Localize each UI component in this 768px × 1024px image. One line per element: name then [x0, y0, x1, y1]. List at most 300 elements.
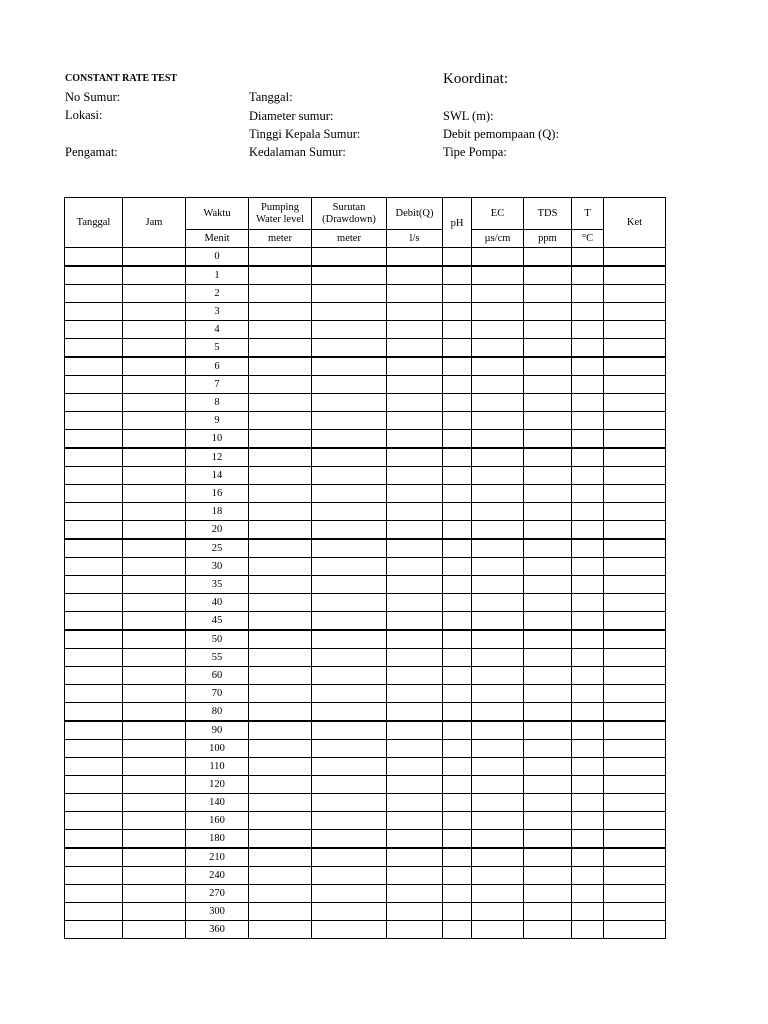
entry-cell[interactable]	[249, 376, 312, 394]
entry-cell[interactable]	[249, 794, 312, 812]
entry-cell[interactable]	[604, 376, 666, 394]
entry-cell[interactable]	[249, 776, 312, 794]
entry-cell[interactable]	[572, 266, 604, 285]
entry-cell[interactable]	[472, 885, 524, 903]
entry-cell[interactable]	[65, 612, 123, 631]
entry-cell[interactable]	[387, 285, 443, 303]
entry-cell[interactable]	[443, 448, 472, 467]
entry-cell[interactable]	[249, 921, 312, 939]
entry-cell[interactable]	[65, 885, 123, 903]
entry-cell[interactable]	[604, 394, 666, 412]
entry-cell[interactable]	[387, 740, 443, 758]
entry-cell[interactable]	[65, 539, 123, 558]
entry-cell[interactable]	[65, 430, 123, 449]
entry-cell[interactable]	[524, 885, 572, 903]
entry-cell[interactable]	[123, 467, 186, 485]
entry-cell[interactable]	[312, 467, 387, 485]
entry-cell[interactable]	[249, 448, 312, 467]
entry-cell[interactable]	[443, 667, 472, 685]
entry-cell[interactable]	[65, 721, 123, 740]
entry-cell[interactable]	[604, 485, 666, 503]
entry-cell[interactable]	[472, 903, 524, 921]
entry-cell[interactable]	[604, 357, 666, 376]
entry-cell[interactable]	[443, 521, 472, 540]
entry-cell[interactable]	[524, 357, 572, 376]
entry-cell[interactable]	[472, 703, 524, 722]
entry-cell[interactable]	[443, 685, 472, 703]
entry-cell[interactable]	[249, 412, 312, 430]
entry-cell[interactable]	[524, 830, 572, 849]
entry-cell[interactable]	[443, 830, 472, 849]
entry-cell[interactable]	[572, 430, 604, 449]
entry-cell[interactable]	[604, 630, 666, 649]
entry-cell[interactable]	[572, 848, 604, 867]
entry-cell[interactable]	[123, 376, 186, 394]
entry-cell[interactable]	[572, 776, 604, 794]
entry-cell[interactable]	[472, 412, 524, 430]
entry-cell[interactable]	[312, 812, 387, 830]
entry-cell[interactable]	[312, 576, 387, 594]
entry-cell[interactable]	[604, 667, 666, 685]
entry-cell[interactable]	[123, 485, 186, 503]
entry-cell[interactable]	[472, 521, 524, 540]
entry-cell[interactable]	[443, 758, 472, 776]
entry-cell[interactable]	[572, 485, 604, 503]
entry-cell[interactable]	[572, 921, 604, 939]
entry-cell[interactable]	[524, 721, 572, 740]
entry-cell[interactable]	[472, 758, 524, 776]
entry-cell[interactable]	[65, 903, 123, 921]
entry-cell[interactable]	[65, 467, 123, 485]
entry-cell[interactable]	[65, 376, 123, 394]
entry-cell[interactable]	[604, 794, 666, 812]
entry-cell[interactable]	[443, 394, 472, 412]
entry-cell[interactable]	[65, 830, 123, 849]
entry-cell[interactable]	[572, 339, 604, 358]
entry-cell[interactable]	[387, 885, 443, 903]
entry-cell[interactable]	[65, 394, 123, 412]
entry-cell[interactable]	[65, 412, 123, 430]
entry-cell[interactable]	[443, 357, 472, 376]
entry-cell[interactable]	[249, 740, 312, 758]
entry-cell[interactable]	[524, 539, 572, 558]
entry-cell[interactable]	[604, 266, 666, 285]
entry-cell[interactable]	[387, 848, 443, 867]
entry-cell[interactable]	[604, 758, 666, 776]
entry-cell[interactable]	[524, 612, 572, 631]
entry-cell[interactable]	[123, 303, 186, 321]
entry-cell[interactable]	[472, 649, 524, 667]
entry-cell[interactable]	[312, 339, 387, 358]
entry-cell[interactable]	[249, 649, 312, 667]
entry-cell[interactable]	[123, 867, 186, 885]
entry-cell[interactable]	[524, 376, 572, 394]
entry-cell[interactable]	[443, 539, 472, 558]
entry-cell[interactable]	[472, 667, 524, 685]
entry-cell[interactable]	[443, 430, 472, 449]
entry-cell[interactable]	[387, 467, 443, 485]
entry-cell[interactable]	[572, 357, 604, 376]
entry-cell[interactable]	[123, 758, 186, 776]
entry-cell[interactable]	[604, 830, 666, 849]
entry-cell[interactable]	[249, 357, 312, 376]
entry-cell[interactable]	[604, 430, 666, 449]
entry-cell[interactable]	[123, 266, 186, 285]
entry-cell[interactable]	[123, 830, 186, 849]
entry-cell[interactable]	[524, 303, 572, 321]
entry-cell[interactable]	[572, 394, 604, 412]
entry-cell[interactable]	[524, 867, 572, 885]
entry-cell[interactable]	[443, 376, 472, 394]
entry-cell[interactable]	[387, 248, 443, 267]
entry-cell[interactable]	[524, 649, 572, 667]
entry-cell[interactable]	[249, 467, 312, 485]
entry-cell[interactable]	[387, 630, 443, 649]
entry-cell[interactable]	[443, 794, 472, 812]
entry-cell[interactable]	[123, 612, 186, 631]
entry-cell[interactable]	[443, 721, 472, 740]
entry-cell[interactable]	[312, 321, 387, 339]
entry-cell[interactable]	[472, 812, 524, 830]
entry-cell[interactable]	[472, 830, 524, 849]
entry-cell[interactable]	[604, 812, 666, 830]
entry-cell[interactable]	[443, 649, 472, 667]
entry-cell[interactable]	[65, 740, 123, 758]
entry-cell[interactable]	[312, 830, 387, 849]
entry-cell[interactable]	[604, 303, 666, 321]
entry-cell[interactable]	[387, 266, 443, 285]
entry-cell[interactable]	[123, 721, 186, 740]
entry-cell[interactable]	[572, 703, 604, 722]
entry-cell[interactable]	[524, 848, 572, 867]
entry-cell[interactable]	[387, 394, 443, 412]
entry-cell[interactable]	[312, 903, 387, 921]
entry-cell[interactable]	[443, 612, 472, 631]
entry-cell[interactable]	[604, 594, 666, 612]
entry-cell[interactable]	[249, 266, 312, 285]
entry-cell[interactable]	[387, 576, 443, 594]
entry-cell[interactable]	[65, 921, 123, 939]
entry-cell[interactable]	[472, 740, 524, 758]
entry-cell[interactable]	[65, 812, 123, 830]
entry-cell[interactable]	[387, 448, 443, 467]
entry-cell[interactable]	[249, 430, 312, 449]
entry-cell[interactable]	[572, 539, 604, 558]
entry-cell[interactable]	[249, 576, 312, 594]
entry-cell[interactable]	[65, 303, 123, 321]
entry-cell[interactable]	[312, 667, 387, 685]
entry-cell[interactable]	[123, 539, 186, 558]
entry-cell[interactable]	[572, 667, 604, 685]
entry-cell[interactable]	[387, 703, 443, 722]
entry-cell[interactable]	[123, 339, 186, 358]
entry-cell[interactable]	[387, 521, 443, 540]
entry-cell[interactable]	[387, 339, 443, 358]
entry-cell[interactable]	[312, 285, 387, 303]
entry-cell[interactable]	[472, 376, 524, 394]
entry-cell[interactable]	[249, 285, 312, 303]
entry-cell[interactable]	[312, 394, 387, 412]
entry-cell[interactable]	[472, 848, 524, 867]
entry-cell[interactable]	[443, 576, 472, 594]
entry-cell[interactable]	[472, 794, 524, 812]
entry-cell[interactable]	[524, 667, 572, 685]
entry-cell[interactable]	[65, 448, 123, 467]
entry-cell[interactable]	[524, 903, 572, 921]
entry-cell[interactable]	[524, 740, 572, 758]
entry-cell[interactable]	[524, 339, 572, 358]
entry-cell[interactable]	[472, 303, 524, 321]
entry-cell[interactable]	[312, 594, 387, 612]
entry-cell[interactable]	[524, 394, 572, 412]
entry-cell[interactable]	[472, 357, 524, 376]
entry-cell[interactable]	[472, 539, 524, 558]
entry-cell[interactable]	[604, 649, 666, 667]
entry-cell[interactable]	[604, 539, 666, 558]
entry-cell[interactable]	[604, 685, 666, 703]
entry-cell[interactable]	[65, 558, 123, 576]
entry-cell[interactable]	[524, 776, 572, 794]
entry-cell[interactable]	[472, 867, 524, 885]
entry-cell[interactable]	[524, 521, 572, 540]
entry-cell[interactable]	[524, 812, 572, 830]
entry-cell[interactable]	[443, 594, 472, 612]
entry-cell[interactable]	[249, 685, 312, 703]
entry-cell[interactable]	[387, 685, 443, 703]
entry-cell[interactable]	[443, 903, 472, 921]
entry-cell[interactable]	[312, 740, 387, 758]
entry-cell[interactable]	[572, 448, 604, 467]
entry-cell[interactable]	[443, 812, 472, 830]
entry-cell[interactable]	[572, 285, 604, 303]
entry-cell[interactable]	[524, 594, 572, 612]
entry-cell[interactable]	[443, 303, 472, 321]
entry-cell[interactable]	[65, 649, 123, 667]
entry-cell[interactable]	[65, 848, 123, 867]
entry-cell[interactable]	[604, 503, 666, 521]
entry-cell[interactable]	[472, 576, 524, 594]
entry-cell[interactable]	[604, 448, 666, 467]
entry-cell[interactable]	[249, 539, 312, 558]
entry-cell[interactable]	[572, 376, 604, 394]
entry-cell[interactable]	[123, 321, 186, 339]
entry-cell[interactable]	[249, 630, 312, 649]
entry-cell[interactable]	[472, 921, 524, 939]
entry-cell[interactable]	[443, 848, 472, 867]
entry-cell[interactable]	[387, 430, 443, 449]
entry-cell[interactable]	[524, 685, 572, 703]
entry-cell[interactable]	[572, 830, 604, 849]
entry-cell[interactable]	[312, 412, 387, 430]
entry-cell[interactable]	[123, 776, 186, 794]
entry-cell[interactable]	[123, 357, 186, 376]
entry-cell[interactable]	[312, 521, 387, 540]
entry-cell[interactable]	[123, 685, 186, 703]
entry-cell[interactable]	[387, 612, 443, 631]
entry-cell[interactable]	[123, 848, 186, 867]
entry-cell[interactable]	[387, 594, 443, 612]
entry-cell[interactable]	[572, 649, 604, 667]
entry-cell[interactable]	[472, 558, 524, 576]
entry-cell[interactable]	[387, 794, 443, 812]
entry-cell[interactable]	[312, 758, 387, 776]
entry-cell[interactable]	[387, 667, 443, 685]
entry-cell[interactable]	[443, 630, 472, 649]
entry-cell[interactable]	[312, 867, 387, 885]
entry-cell[interactable]	[249, 521, 312, 540]
entry-cell[interactable]	[249, 830, 312, 849]
entry-cell[interactable]	[312, 703, 387, 722]
entry-cell[interactable]	[249, 848, 312, 867]
entry-cell[interactable]	[387, 830, 443, 849]
entry-cell[interactable]	[443, 266, 472, 285]
entry-cell[interactable]	[604, 867, 666, 885]
entry-cell[interactable]	[604, 248, 666, 267]
entry-cell[interactable]	[472, 321, 524, 339]
entry-cell[interactable]	[123, 630, 186, 649]
entry-cell[interactable]	[572, 794, 604, 812]
entry-cell[interactable]	[249, 758, 312, 776]
entry-cell[interactable]	[123, 794, 186, 812]
entry-cell[interactable]	[387, 558, 443, 576]
entry-cell[interactable]	[443, 412, 472, 430]
entry-cell[interactable]	[312, 539, 387, 558]
entry-cell[interactable]	[472, 448, 524, 467]
entry-cell[interactable]	[572, 721, 604, 740]
entry-cell[interactable]	[312, 848, 387, 867]
entry-cell[interactable]	[572, 812, 604, 830]
entry-cell[interactable]	[443, 248, 472, 267]
entry-cell[interactable]	[387, 921, 443, 939]
entry-cell[interactable]	[249, 721, 312, 740]
entry-cell[interactable]	[387, 485, 443, 503]
entry-cell[interactable]	[249, 812, 312, 830]
entry-cell[interactable]	[604, 467, 666, 485]
entry-cell[interactable]	[387, 649, 443, 667]
entry-cell[interactable]	[249, 303, 312, 321]
entry-cell[interactable]	[604, 848, 666, 867]
entry-cell[interactable]	[65, 357, 123, 376]
entry-cell[interactable]	[443, 921, 472, 939]
entry-cell[interactable]	[65, 485, 123, 503]
entry-cell[interactable]	[472, 394, 524, 412]
entry-cell[interactable]	[472, 339, 524, 358]
entry-cell[interactable]	[312, 448, 387, 467]
entry-cell[interactable]	[443, 339, 472, 358]
entry-cell[interactable]	[123, 521, 186, 540]
entry-cell[interactable]	[572, 412, 604, 430]
entry-cell[interactable]	[604, 740, 666, 758]
entry-cell[interactable]	[524, 448, 572, 467]
entry-cell[interactable]	[443, 776, 472, 794]
entry-cell[interactable]	[524, 503, 572, 521]
entry-cell[interactable]	[123, 649, 186, 667]
entry-cell[interactable]	[249, 703, 312, 722]
entry-cell[interactable]	[443, 467, 472, 485]
entry-cell[interactable]	[472, 485, 524, 503]
entry-cell[interactable]	[604, 885, 666, 903]
entry-cell[interactable]	[123, 921, 186, 939]
entry-cell[interactable]	[123, 594, 186, 612]
entry-cell[interactable]	[312, 430, 387, 449]
entry-cell[interactable]	[572, 630, 604, 649]
entry-cell[interactable]	[387, 903, 443, 921]
entry-cell[interactable]	[123, 903, 186, 921]
entry-cell[interactable]	[443, 558, 472, 576]
entry-cell[interactable]	[443, 503, 472, 521]
entry-cell[interactable]	[572, 758, 604, 776]
entry-cell[interactable]	[572, 576, 604, 594]
entry-cell[interactable]	[123, 248, 186, 267]
entry-cell[interactable]	[472, 467, 524, 485]
entry-cell[interactable]	[65, 321, 123, 339]
entry-cell[interactable]	[65, 594, 123, 612]
entry-cell[interactable]	[604, 703, 666, 722]
entry-cell[interactable]	[604, 558, 666, 576]
entry-cell[interactable]	[604, 921, 666, 939]
entry-cell[interactable]	[443, 703, 472, 722]
entry-cell[interactable]	[387, 758, 443, 776]
entry-cell[interactable]	[472, 776, 524, 794]
entry-cell[interactable]	[249, 612, 312, 631]
entry-cell[interactable]	[312, 503, 387, 521]
entry-cell[interactable]	[604, 612, 666, 631]
entry-cell[interactable]	[604, 412, 666, 430]
entry-cell[interactable]	[572, 503, 604, 521]
entry-cell[interactable]	[312, 248, 387, 267]
entry-cell[interactable]	[524, 576, 572, 594]
entry-cell[interactable]	[123, 812, 186, 830]
entry-cell[interactable]	[123, 885, 186, 903]
entry-cell[interactable]	[65, 667, 123, 685]
entry-cell[interactable]	[604, 776, 666, 794]
entry-cell[interactable]	[312, 266, 387, 285]
entry-cell[interactable]	[123, 430, 186, 449]
entry-cell[interactable]	[524, 321, 572, 339]
entry-cell[interactable]	[524, 703, 572, 722]
entry-cell[interactable]	[443, 885, 472, 903]
entry-cell[interactable]	[387, 721, 443, 740]
entry-cell[interactable]	[387, 321, 443, 339]
entry-cell[interactable]	[572, 248, 604, 267]
entry-cell[interactable]	[123, 703, 186, 722]
entry-cell[interactable]	[312, 612, 387, 631]
entry-cell[interactable]	[524, 266, 572, 285]
entry-cell[interactable]	[123, 394, 186, 412]
entry-cell[interactable]	[443, 485, 472, 503]
entry-cell[interactable]	[312, 376, 387, 394]
entry-cell[interactable]	[524, 285, 572, 303]
entry-cell[interactable]	[443, 321, 472, 339]
entry-cell[interactable]	[123, 740, 186, 758]
entry-cell[interactable]	[524, 758, 572, 776]
entry-cell[interactable]	[312, 630, 387, 649]
entry-cell[interactable]	[249, 885, 312, 903]
entry-cell[interactable]	[387, 503, 443, 521]
entry-cell[interactable]	[312, 685, 387, 703]
entry-cell[interactable]	[312, 357, 387, 376]
entry-cell[interactable]	[572, 685, 604, 703]
entry-cell[interactable]	[65, 758, 123, 776]
entry-cell[interactable]	[572, 594, 604, 612]
entry-cell[interactable]	[65, 339, 123, 358]
entry-cell[interactable]	[65, 503, 123, 521]
entry-cell[interactable]	[65, 703, 123, 722]
entry-cell[interactable]	[572, 867, 604, 885]
entry-cell[interactable]	[604, 521, 666, 540]
entry-cell[interactable]	[572, 321, 604, 339]
entry-cell[interactable]	[249, 248, 312, 267]
